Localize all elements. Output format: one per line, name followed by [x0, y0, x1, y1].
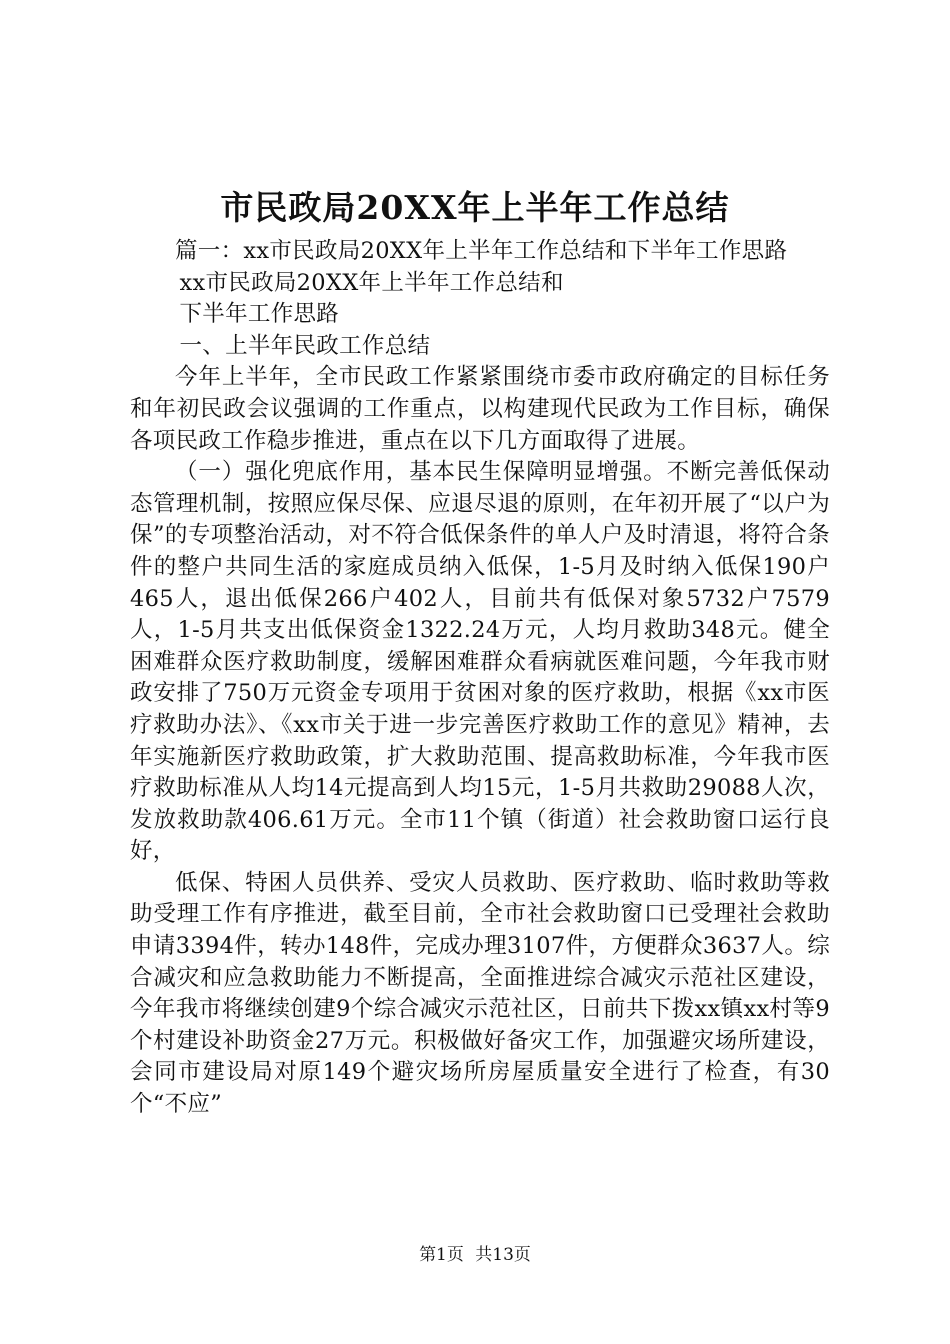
paragraph-section-1: （一）强化兜底作用，基本民生保障明显增强。不断完善低保动态管理机制，按照应保尽保、应退尽退的原则，在年初开展了“以户为保”的专项整治活动，对不符合低保条件的单人户及时清退，将符合条件的整户共同生活的家庭成员纳入低保，1-5月及时纳入低保190户465人，退出低保266户402人，目前共有低保对象5732户7579人，1-5月共支出低保资金1322.24万元，人均月救助348元。健全困难群众医疗救助制度，缓解困难群众看病就医难问题，今年我市财政安排了750万元资金专项用于贫困对象的医疗救助，根据《xx市医疗救助办法》、《xx市关于进一步完善医疗救助工作的意见》精神，去年实施新医疗救助政策，扩大救助范围、提高救助标准，今年我市医疗救助标准从人均14元提高到人均15元，1-5月共救助29088人次，发放救助款406.61万元。全市11个镇（街道）社会救助窗口运行良好， [130, 459, 830, 865]
paragraph-heading-line1: xx市民政局20XX年上半年工作总结和 [179, 269, 564, 296]
document-title: 市民政局20XX年上半年工作总结 [220, 188, 730, 227]
section-heading: 一、上半年民政工作总结 [179, 332, 431, 359]
paragraph-section-1-cont: 低保、特困人员供养、受灾人员救助、医疗救助、临时救助等救助受理工作有序推进，截至目前，全市社会救助窗口已受理社会救助申请3394件，转办148件，完成办理3107件，方便群众3637人。综合减灾和应急救助能力不断提高，全面推进综合减灾示范社区建设，今年我市将继续创建9个综合减灾示范社区，日前共下拨xx镇xx村等9个村建设补助资金27万元。积极做好备灾工作，加强避灾场所建设，会同市建设局对原149个避灾场所房屋质量安全进行了检查，有30个“不应” [130, 869, 830, 1118]
paragraph-intro: 今年上半年，全市民政工作紧紧围绕市委市政府确定的目标任务和年初民政会议强调的工作重点，以构建现代民政为工作目标，确保各项民政工作稳步推进，重点在以下几方面取得了进展。 [130, 364, 830, 454]
paragraph-subtitle: 篇一：xx市民政局20XX年上半年工作总结和下半年工作思路 [175, 238, 788, 264]
paragraph-heading-line2: 下半年工作思路 [179, 301, 340, 328]
page-footer [0, 1244, 950, 1266]
page-number: 第1页 [419, 1245, 464, 1265]
page-total: 共13页 [475, 1245, 531, 1265]
document-body [130, 236, 830, 1121]
